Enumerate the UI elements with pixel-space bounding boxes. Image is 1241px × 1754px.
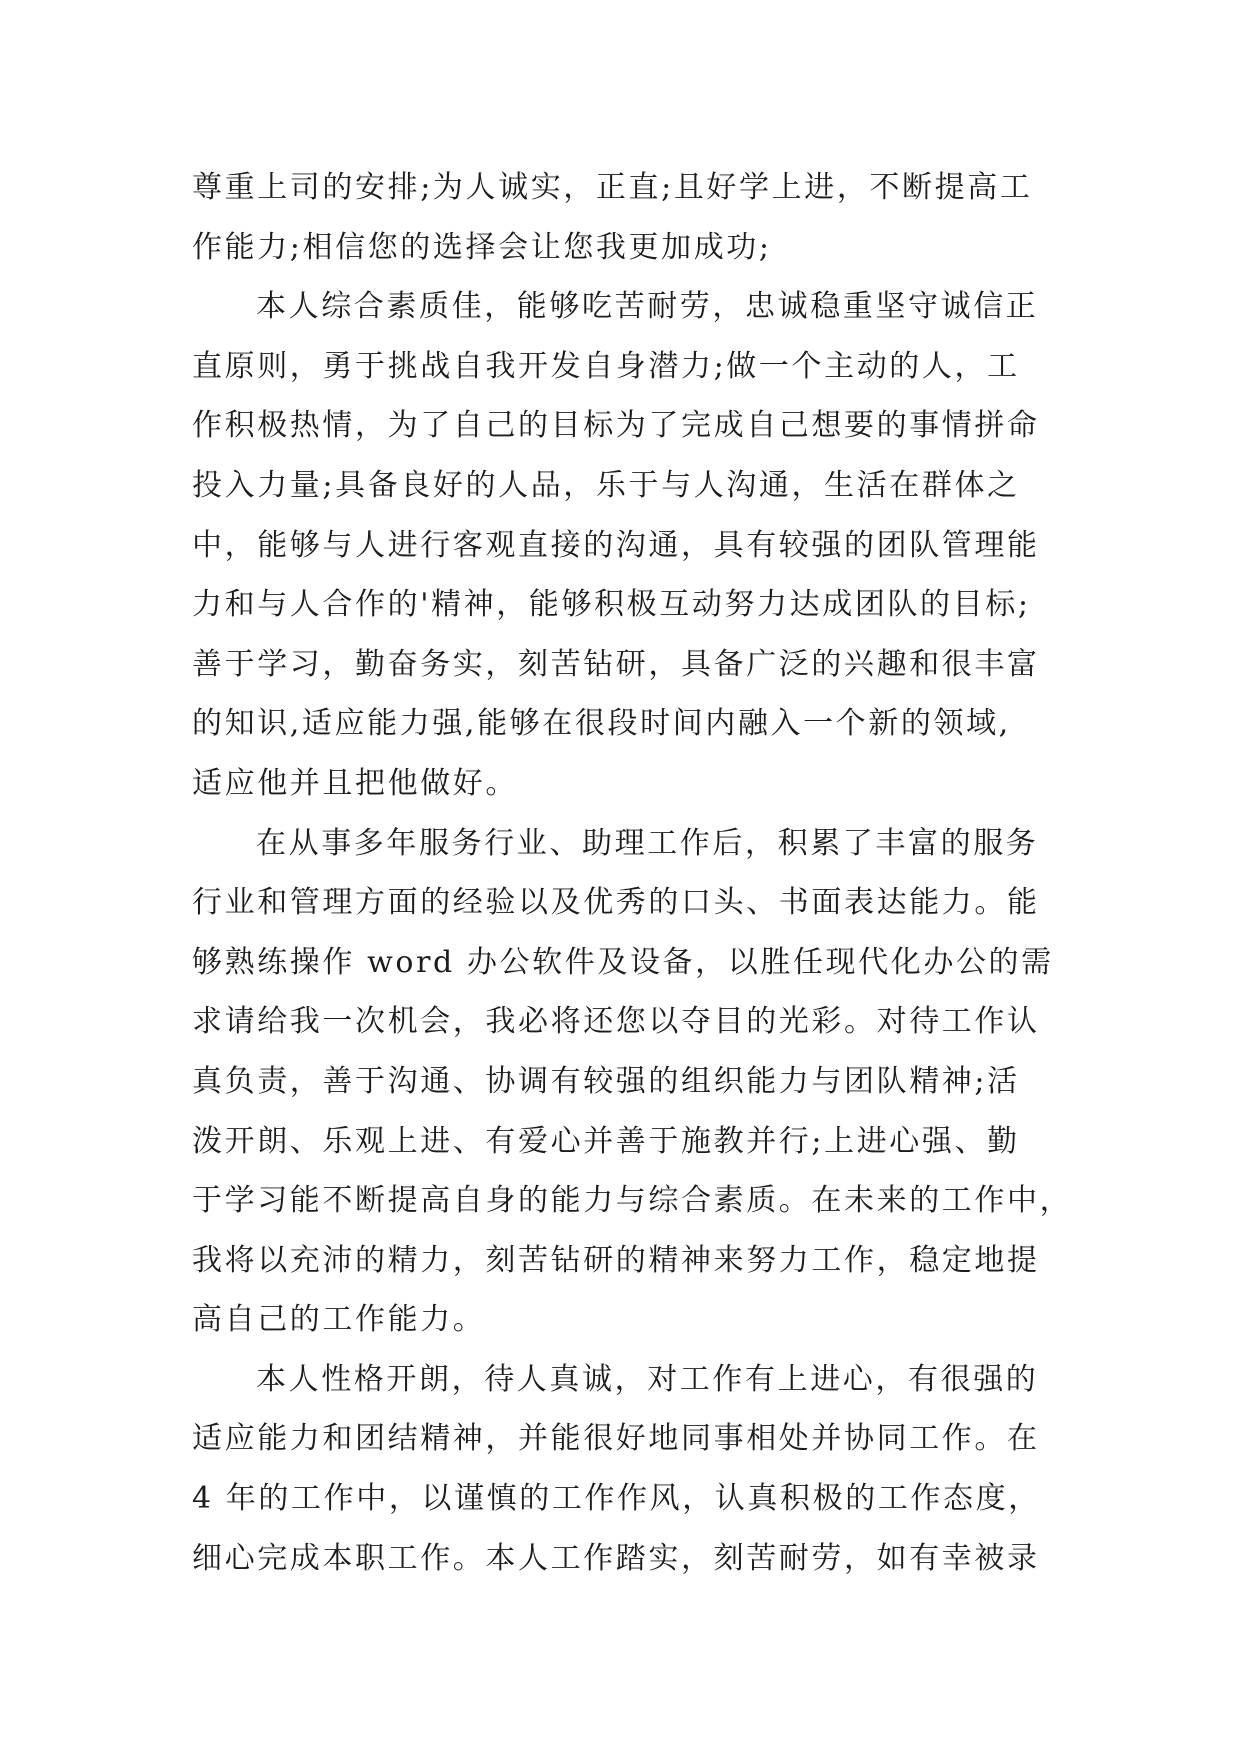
text-line: 直原则，勇于挑战自我开发自身潜力;做一个主动的人，工: [192, 348, 1020, 384]
text-line: 我将以充沛的精力，刻苦钻研的精神来努力工作，稳定地提: [192, 1242, 1040, 1278]
text-line: 中，能够与人进行客观直接的沟通，具有较强的团队管理能: [192, 527, 1040, 563]
text-line: 尊重上司的安排;为人诚实，正直;且好学上进，不断提高工: [192, 170, 1033, 205]
text-line: 行业和管理方面的经验以及优秀的口头、书面表达能力。能: [192, 885, 1040, 921]
text-line: 适应他并且把他做好。: [192, 765, 518, 801]
text-line: 真负责，善于沟通、协调有较强的组织能力与团队精神;活: [192, 1063, 1020, 1099]
text-line: 4 年的工作中，以谨慎的工作作风，认真积极的工作态度，: [192, 1481, 1041, 1517]
text-line: 在从事多年服务行业、助理工作后，积累了丰富的服务: [256, 825, 1039, 861]
document-body: [192, 158, 1073, 1588]
text-line: 本人性格开朗，待人真诚，对工作有上进心，有很强的: [256, 1361, 1039, 1397]
text-line: 本人综合素质佳，能够吃苦耐劳，忠诚稳重坚守诚信正: [256, 289, 1039, 325]
text-line: 于学习能不断提高自身的能力与综合素质。在未来的工作中，: [192, 1183, 1073, 1219]
text-line: 高自己的工作能力。: [192, 1302, 486, 1338]
text-line: 的知识,适应能力强,能够在很段时间内融入一个新的领域,: [192, 706, 1011, 742]
text-line: 适应能力和团结精神，并能很好地同事相处并协同工作。在: [192, 1421, 1040, 1457]
paragraph-4: [192, 1350, 1052, 1588]
text-line: 够熟练操作 word 办公软件及设备，以胜任现代化办公的需: [192, 944, 1054, 980]
text-line: 善于学习，勤奋务实，刻苦钻研，具备广泛的兴趣和很丰富: [192, 646, 1040, 682]
text-line: 作能力;相信您的选择会让您我更加成功;: [192, 229, 772, 265]
text-line: 细心完成本职工作。本人工作踏实，刻苦耐劳，如有幸被录: [192, 1540, 1040, 1576]
paragraph-2: [192, 277, 1052, 813]
text-line: 作积极热情，为了自己的目标为了完成自己想要的事情拼命: [192, 408, 1040, 444]
text-line: 力和与人合作的'精神，能够积极互动努力达成团队的目标;: [192, 587, 1031, 623]
text-line: 求请给我一次机会，我必将还您以夺目的光彩。对待工作认: [192, 1004, 1040, 1040]
paragraph-3: [192, 814, 1073, 1350]
text-line: 投入力量;具备良好的人品，乐于与人沟通，生活在群体之: [192, 467, 1020, 503]
text-line: 泼开朗、乐观上进、有爱心并善于施教并行;上进心强、勤: [192, 1123, 1020, 1159]
paragraph-1: [192, 158, 1052, 277]
